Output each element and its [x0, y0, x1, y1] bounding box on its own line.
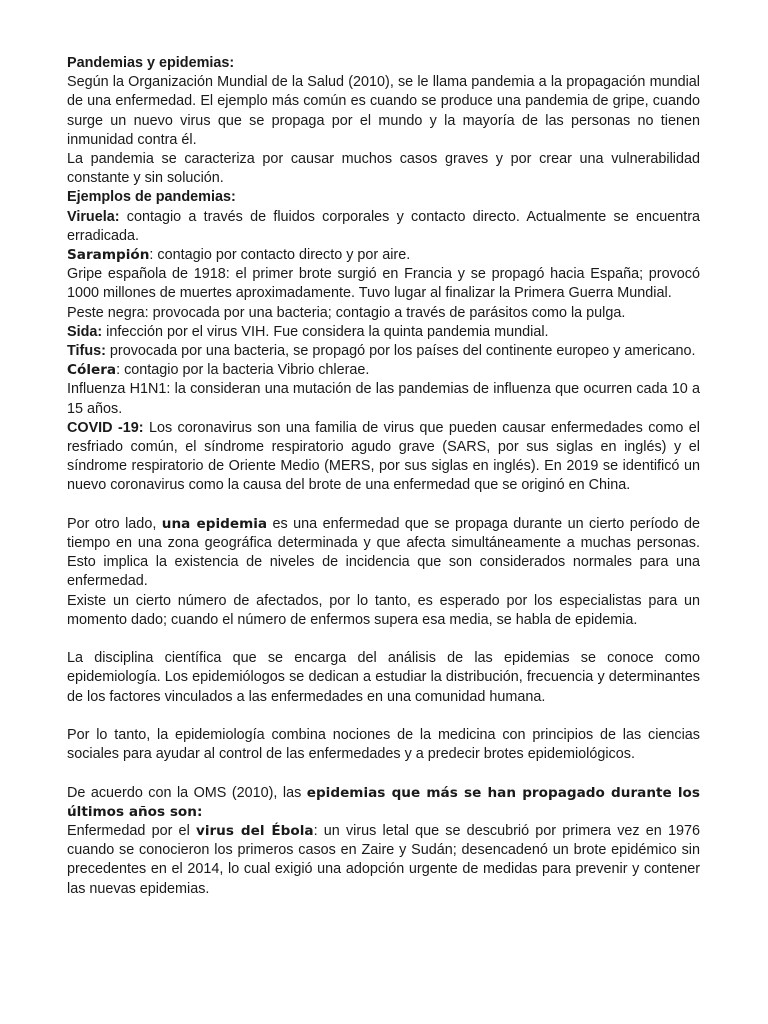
colera-text: : contagio por la bacteria Vibrio chlerae. — [116, 362, 370, 379]
item-influenza: Influenza H1N1: la consideran una mutación de las pandemias de influenza que ocurren cada 10 a 15 años. — [67, 381, 700, 417]
epidemia-text: es una enfermedad que se propaga durante un cierto período de tiempo en una zona geográfica determinada y que afecta simultáneamente a muchas personas. Esto implica la existencia de niveles de incidencia que son considerados normales para una enfermedad. — [67, 515, 700, 590]
viruela-text: contagio a través de fluidos corporales y contacto directo. Actualmente se encuentra erradicada. — [67, 208, 700, 244]
paragraph-disciplina: La disciplina científica que se encarga del análisis de las epidemias se conoce como epidemiología. Los epidemiólogos se dedican a estudiar la distribución, frecuencia y determinantes de los factores vinculados a las enfermedades en una comunidad humana. — [67, 650, 700, 705]
paragraph-oms — [67, 784, 700, 822]
item-covid — [67, 419, 700, 496]
oms-pre: De acuerdo con la OMS (2010), las — [67, 784, 307, 801]
spacer — [67, 630, 700, 649]
epidemia-label: una epidemia — [161, 515, 268, 532]
heading-ejemplos-text: Ejemplos de pandemias: — [67, 189, 236, 206]
paragraph-caracteristicas: La pandemia se caracteriza por causar muchos casos graves y por crear una vulnerabilidad constante y sin solución. — [67, 151, 700, 187]
tifus-label: Tifus: — [67, 343, 106, 360]
ebola-pre: Enfermedad por el — [67, 823, 196, 840]
document-body — [67, 54, 700, 899]
spacer — [67, 496, 700, 515]
ebola-label: virus del Ébola — [195, 823, 314, 840]
item-tifus — [67, 342, 700, 361]
sida-label: Sida: — [67, 323, 103, 340]
spacer — [67, 707, 700, 726]
covid-text: Los coronavirus son una familia de virus que pueden causar enfermedades como el resfriado común, el síndrome respiratorio agudo grave (SARS, por sus siglas en inglés) y el síndrome respiratorio de Oriente Medio (MERS, por sus siglas en inglés). En 2019 se identificó un nuevo coronavirus como la causa del brote de una enfermedad que se originó en China. — [67, 419, 700, 494]
sarampion-text: : contagio por contacto directo y por aire. — [149, 247, 411, 264]
item-sida — [67, 323, 700, 342]
item-peste-negra: Peste negra: provocada por una bacteria; contagio a través de parásitos como la pulga. — [67, 304, 626, 321]
paragraph-epidemia — [67, 515, 700, 592]
epidemia-pre: Por otro lado, — [67, 515, 162, 532]
item-colera — [67, 361, 700, 380]
ebola-text: : un virus letal que se descubrió por primera vez en 1976 cuando se conocieron los primeros casos en Zaire y Sudán; desencadenó un brote epidémico sin precedentes en el 2014, lo cual exigió una adopción urgente de medidas para prevenir y contener las nuevas epidemias. — [67, 823, 700, 897]
heading-ejemplos — [67, 188, 700, 207]
paragraph-definicion-pandemia: Según la Organización Mundial de la Salud (2010), se le llama pandemia a la propagación mundial de una enfermedad. El ejemplo más común es cuando se produce una pandemia de gripe, cuando surge un nuevo virus que se propaga por el mundo y la mayoría de las personas no tienen inmunidad contra él. — [67, 74, 700, 148]
tifus-text: provocada por una bacteria, se propagó por los países del continente europeo y americano. — [105, 343, 696, 360]
spacer — [67, 764, 700, 783]
item-sarampion — [67, 246, 700, 265]
paragraph-afectados: Existe un cierto número de afectados, por lo tanto, es esperado por los especialistas para un momento dado; cuando el número de enfermos supera esa media, se habla de epidemia. — [67, 592, 700, 628]
oms-label: epidemias que más se han propagado durante los últimos años son: — [67, 784, 700, 820]
colera-label: Cólera — [67, 362, 117, 379]
paragraph-ebola — [67, 822, 700, 899]
heading-pandemias-text: Pandemias y epidemias: — [67, 55, 235, 71]
sarampion-label: Sarampión — [67, 247, 150, 264]
viruela-label: Viruela: — [67, 208, 120, 225]
covid-label: COVID -19: — [67, 419, 144, 436]
sida-text: infección por el virus VIH. Fue considera la quinta pandemia mundial. — [102, 323, 549, 340]
item-gripe-espanola: Gripe española de 1918: el primer brote surgió en Francia y se propagó hacia España; provocó 1000 millones de muertes aproximadamente. Tuvo lugar al finalizar la Primera Guerra Mundial. — [67, 266, 700, 302]
paragraph-combina: Por lo tanto, la epidemiología combina nociones de la medicina con principios de las ciencias sociales para ayudar al control de las enfermedades y a predecir brotes epidemiológicos. — [67, 727, 700, 763]
item-viruela — [67, 208, 700, 246]
heading-pandemias — [67, 54, 700, 73]
